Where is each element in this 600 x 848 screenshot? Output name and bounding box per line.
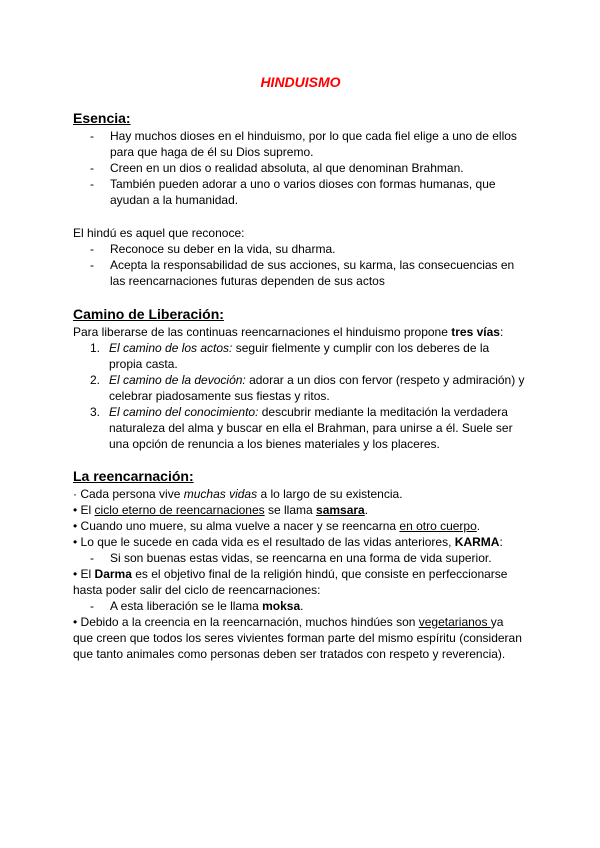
camino-intro: Para liberarse de las continuas reencarnaciones el hinduismo propone tres vías: xyxy=(73,325,504,339)
paragraph: • El ciclo eterno de reencarnaciones se llama samsara. xyxy=(73,503,369,517)
reencarnacion-body xyxy=(73,486,525,662)
paragraph: • Cuando uno muere, su alma vuelve a nacer y se reencarna en otro cuerpo. xyxy=(73,519,481,533)
reencarnacion-heading: La reencarnación: xyxy=(73,468,194,484)
list-item: - Creen en un dios o realidad absoluta, al que denominan Brahman. xyxy=(90,161,464,175)
dash-marker: - xyxy=(90,177,94,191)
dash-marker: - xyxy=(90,161,94,175)
paragraph: · Cada persona vive muchas vidas a lo largo de su existencia. xyxy=(73,487,403,501)
paragraph: • El Darma es el objetivo final de la religión hindú, que consiste en perfeccionarse hasta poder salir del ciclo de reencarnaciones: xyxy=(73,567,508,597)
list-item: 3. El camino del conocimiento: descubrir mediante la meditación la verdadera naturaleza del alma y buscar en ella el Brahman, para unirse a él. Suele ser una opción de renuncia a los bienes materiales y los placeres. xyxy=(90,405,513,451)
list-item: 2. El camino de la devoción: adorar a un dios con fervor (respeto y admiración) y celebrar piadosamente sus fiestas y ritos. xyxy=(90,373,525,403)
camino-heading: Camino de Liberación: xyxy=(73,306,224,322)
paragraph: • Debido a la creencia en la reencarnación, muchos hindúes son vegetarianos ya que creen que todos los seres vivientes forman parte del mismo espíritu (consideran que tanto animales como personas deben ser tratados con respeto y reverencia). xyxy=(73,615,522,661)
list-item: - También pueden adorar a uno o varios dioses con formas humanas, que ayudan a la humanidad. xyxy=(90,177,496,207)
list-item: - Si son buenas estas vidas, se reencarna en una forma de vida superior. xyxy=(90,551,492,565)
dash-marker: - xyxy=(90,258,94,272)
dash-marker: - xyxy=(90,129,94,143)
list-item: - Reconoce su deber en la vida, su dharma. xyxy=(90,242,336,256)
dash-marker: - xyxy=(90,599,94,613)
esencia-list xyxy=(73,128,525,208)
list-item: 1. El camino de los actos: seguir fielmente y cumplir con los deberes de la propia casta. xyxy=(90,341,490,371)
list-item: - A esta liberación se le llama moksa. xyxy=(90,599,304,613)
list-item: - Acepta la responsabilidad de sus acciones, su karma, las consecuencias en las reencarnaciones futuras dependen de sus actos xyxy=(90,258,515,288)
page-title: HINDUISMO xyxy=(260,74,341,90)
dash-marker: - xyxy=(90,242,94,256)
list-item: - Hay muchos dioses en el hinduismo, por lo que cada fiel elige a uno de ellos para que haga de él su Dios supremo. xyxy=(90,129,517,159)
camino-list xyxy=(73,340,525,452)
hindu-list xyxy=(73,241,525,289)
esencia-heading: Esencia: xyxy=(73,110,131,126)
hindu-intro: El hindú es aquel que reconoce: xyxy=(73,226,245,240)
paragraph: • Lo que le sucede en cada vida es el resultado de las vidas anteriores, KARMA: xyxy=(73,535,503,549)
dash-marker: - xyxy=(90,551,94,565)
